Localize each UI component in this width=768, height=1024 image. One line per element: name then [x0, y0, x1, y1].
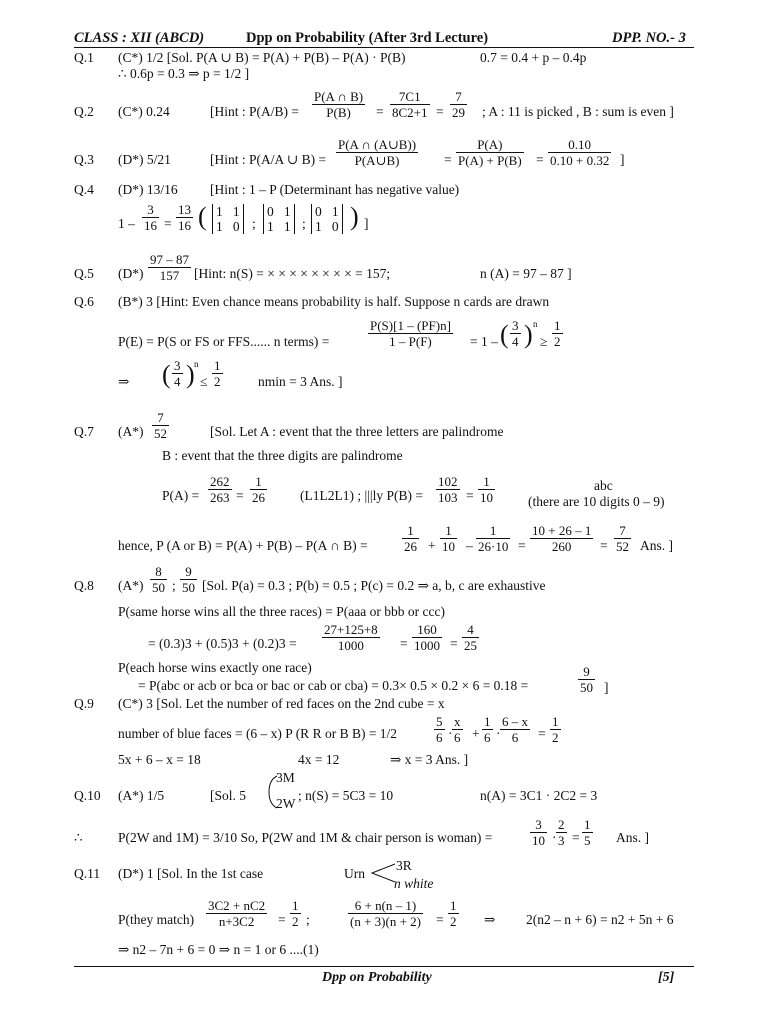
q7-frac-a1: $\frac{262}{263}$ — [210, 474, 230, 505]
q4-hint: [Hint : 1 – P (Determinant has negative value) — [210, 182, 460, 197]
q9-dot2: · — [496, 726, 501, 741]
q7-frac-b2: $\frac{1}{10}$ — [480, 474, 493, 505]
q8-frac2: $\frac{9}{50}$ — [182, 564, 195, 595]
q6-nmin: nmin = 3 Ans. ] — [258, 374, 343, 389]
q2-eq1: = — [376, 104, 384, 119]
q7-sol: [Sol. Let A : event that the three letters are palindrome — [210, 424, 504, 439]
q11-frac-c3: $\frac{6 + n(n - 1)}{(n + 3)(n + 2)}$ — [350, 898, 421, 929]
q10-eq: = — [572, 830, 580, 845]
q8-answer: (A*) — [118, 578, 144, 593]
q2-frac2: $\frac{7C1}{8C2+1}$ — [392, 89, 428, 120]
q10-3m: 3M — [276, 770, 295, 785]
q10-line2: P(2W and 1M) = 3/10 So, P(2W and 1M & chair person is woman) = — [118, 830, 493, 845]
q9-frac-a3: $\frac{1}{6}$ — [484, 714, 491, 745]
q3-frac1: $\frac{P(A \cap (A\cup B))}{P(A\cup B)}$ — [338, 137, 417, 168]
q3-eq1: = — [444, 152, 452, 167]
q5-answer: (D*) — [118, 266, 144, 281]
q2-tail: ; A : 11 is picked , B : sum is even ] — [482, 104, 674, 119]
q4-sep2: ; — [302, 216, 306, 231]
q9-frac-a5: $\frac{1}{2}$ — [552, 714, 559, 745]
q3-tail: ] — [620, 152, 625, 167]
q10-ns: ; n(S) = 5C3 = 10 — [298, 788, 394, 803]
q5-number: Q.5 — [74, 266, 94, 281]
q6-paren-close: ) — [524, 320, 533, 349]
q8-eq-g2: = — [450, 636, 458, 651]
q8-line4: P(each horse wins exactly one race) — [118, 660, 312, 675]
q4-close-paren: ) — [350, 202, 359, 231]
footer-rule — [74, 966, 694, 967]
q4-matrix-1: 1 1 1 0 — [212, 204, 244, 234]
q11-number: Q.11 — [74, 866, 101, 881]
q7-frac: $\frac{7}{52}$ — [154, 410, 167, 441]
q6-implies: ⇒ — [118, 374, 130, 389]
q1-line1: (C*) 1/2 [Sol. P(A ∪ B) = P(A) + P(B) – P(A) · P(B) — [118, 50, 406, 65]
q9-line2: number of blue faces = (6 – x) P (R R or B B) = 1/2 — [118, 726, 398, 741]
q8-frac-g3: $\frac{4}{25}$ — [464, 622, 477, 653]
class-label: CLASS : XII (ABCD) — [74, 30, 205, 46]
q8-line2: P(same horse wins all the three races) = P(aaa or bbb or ccc) — [118, 604, 445, 619]
q11-line1: (D*) 1 [Sol. In the 1st case — [118, 866, 264, 881]
header-rule — [74, 47, 694, 48]
q8-number: Q.8 — [74, 578, 94, 593]
q11-3r: 3R — [396, 858, 412, 873]
q2-hint: [Hint : P(A/B) = — [210, 104, 299, 119]
q2-frac3: $\frac{7}{29}$ — [452, 89, 465, 120]
q11-semi: ; — [306, 912, 310, 927]
q10-frac-b3: $\frac{1}{5}$ — [584, 817, 591, 848]
q2-number: Q.2 — [74, 104, 94, 119]
q4-eq: = — [164, 216, 172, 231]
q1-line1b: 0.7 = 0.4 + p – 0.4p — [480, 50, 587, 65]
q11-eq1: = — [278, 912, 286, 927]
q10-dot: · — [552, 830, 557, 845]
q4-open-paren: ( — [198, 202, 207, 231]
q5-frac: $\frac{97 - 87}{157}$ — [150, 252, 189, 283]
q8-frac-g2: $\frac{160}{1000}$ — [414, 622, 440, 653]
q9-frac-a4: $\frac{6 - x}{6}$ — [502, 714, 528, 745]
q11-pm: P(they match) — [118, 912, 195, 927]
q4-frac1: $\frac{3}{16}$ — [144, 202, 157, 233]
q7-plus: + — [428, 538, 436, 553]
q10-answer: (A*) 1/5 — [118, 788, 165, 803]
q6-frac: $\frac{P(S)[1 - (PF)n]}{1 - P(F)}$ — [370, 318, 451, 349]
q8-line5: = P(abc or acb or bca or bac or cab or cba) = 0.3× 0.5 × 0.2 × 6 = 0.18 = — [138, 678, 529, 693]
q1-number: Q.1 — [74, 50, 94, 65]
q6-paren-open: ( — [500, 320, 509, 349]
q6-ge: ≥ — [540, 334, 548, 349]
footer-title: Dpp on Probability — [322, 970, 432, 985]
q7-eq-a: = — [236, 488, 244, 503]
q6-exp-n-2: n — [194, 359, 199, 369]
q9-number: Q.9 — [74, 696, 94, 711]
q9-line1: (C*) 3 [Sol. Let the number of red faces on the 2nd cube = x — [118, 696, 445, 711]
q11-branch-lines — [370, 862, 396, 884]
q6-frac-34-2: $\frac{3}{4}$ — [174, 358, 181, 389]
q7-minus: – — [466, 538, 473, 553]
q9-line3b: 4x = 12 — [298, 752, 340, 767]
q6-frac-34: $\frac{3}{4}$ — [512, 318, 519, 349]
q4-matrix-2: 0 1 1 1 — [263, 204, 295, 234]
q6-frac-half: $\frac{1}{2}$ — [554, 318, 561, 349]
q9-line3c: ⇒ x = 3 Ans. ] — [390, 752, 469, 767]
q7-abc: abc — [594, 478, 613, 493]
q11-eq2: = — [436, 912, 444, 927]
q10-tail: Ans. ] — [616, 830, 649, 845]
q4-matrix-3: 0 1 1 0 — [311, 204, 343, 234]
q11-frac-c4: $\frac{1}{2}$ — [450, 898, 457, 929]
q11-implies: ⇒ — [484, 912, 496, 927]
q4-one-minus: 1 – — [118, 216, 135, 231]
q6-pe: P(E) = P(S or FS or FFS...... n terms) = — [118, 334, 330, 349]
q8-frac-g4: $\frac{9}{50}$ — [580, 664, 593, 695]
q10-2w: 2W — [276, 796, 296, 811]
q8-sol: [Sol. P(a) = 0.3 ; P(b) = 0.5 ; P(c) = 0.2 ⇒ a, b, c are exhaustive — [202, 578, 546, 593]
q6-number: Q.6 — [74, 294, 94, 309]
q7-pa: P(A) = — [162, 488, 200, 503]
q3-hint: [Hint : P(A/A ∪ B) = — [210, 152, 327, 167]
q8-tail: ] — [604, 680, 609, 695]
q7-number: Q.7 — [74, 424, 94, 439]
dpp-number: DPP. NO.- 3 — [612, 30, 686, 46]
q7-frac-h1: $\frac{1}{26}$ — [404, 523, 417, 554]
q8-line3: = (0.3)3 + (0.5)3 + (0.2)3 = — [148, 636, 297, 651]
q3-frac3: $\frac{0.10}{0.10 + 0.32}$ — [550, 137, 610, 168]
q11-eq-expand: 2(n2 – n + 6) = n2 + 5n + 6 — [526, 912, 674, 927]
q2-frac1: $\frac{P(A \cap B)}{P(B)}$ — [314, 89, 364, 120]
page-number: [5] — [658, 970, 675, 985]
q9-line3: 5x + 6 – x = 18 — [118, 752, 201, 767]
q8-eq-g1: = — [400, 636, 408, 651]
q11-nwhite: n white — [394, 876, 434, 891]
q7-digits: (there are 10 digits 0 – 9) — [528, 494, 665, 509]
q3-answer: (D*) 5/21 — [118, 152, 171, 167]
q9-eq: = — [538, 726, 546, 741]
q6-paren-close-2: ) — [186, 360, 195, 389]
q7-frac-b1: $\frac{102}{103}$ — [438, 474, 458, 505]
q11-frac-c1: $\frac{3C2 + nC2}{n+3C2}$ — [208, 898, 266, 929]
q11-line3: ⇒ n2 – 7n + 6 = 0 ⇒ n = 1 or 6 ....(1) — [118, 942, 319, 957]
q10-frac-b2: $\frac{2}{3}$ — [558, 817, 565, 848]
q7-eq-h: = — [518, 538, 526, 553]
q4-sep1: ; — [252, 216, 256, 231]
q9-plus: + — [472, 726, 480, 741]
q5-tail: n (A) = 97 – 87 ] — [480, 266, 572, 281]
q4-number: Q.4 — [74, 182, 94, 197]
q6-line1: (B*) 3 [Hint: Even chance means probability is half. Suppose n cards are drawn — [118, 294, 550, 309]
q10-frac-b1: $\frac{3}{10}$ — [532, 817, 545, 848]
q11-frac-c2: $\frac{1}{2}$ — [292, 898, 299, 929]
q7-ll: (L1L2L1) ; |||ly P(B) = — [300, 488, 423, 503]
q7-frac-h5: $\frac{7}{52}$ — [616, 523, 629, 554]
q7-line2: B : event that the three digits are palindrome — [162, 448, 403, 463]
q3-number: Q.3 — [74, 152, 94, 167]
q9-dot1: · — [448, 726, 453, 741]
q7-tail: Ans. ] — [640, 538, 673, 553]
page-title: Dpp on Probability (After 3rd Lecture) — [246, 30, 489, 46]
q7-frac-a2: $\frac{1}{26}$ — [252, 474, 265, 505]
q6-paren-open-2: ( — [162, 360, 171, 389]
q3-frac2: $\frac{P(A)}{P(A) + P(B)}$ — [458, 137, 522, 168]
q9-frac-a2: $\frac{x}{6}$ — [454, 714, 461, 745]
q4-tail: ] — [364, 216, 369, 231]
q10-na: n(A) = 3C1 · 2C2 = 3 — [480, 788, 598, 803]
q4-frac2: $\frac{13}{16}$ — [178, 202, 191, 233]
q6-exp-n: n — [533, 319, 538, 329]
q7-frac-h2: $\frac{1}{10}$ — [442, 523, 455, 554]
q6-eq: = 1 – — [470, 334, 498, 349]
q2-answer: (C*) 0.24 — [118, 104, 170, 119]
q5-hint: [Hint: n(S) = × × × × × × × × = 157; — [194, 266, 391, 281]
q4-answer: (D*) 13/16 — [118, 182, 178, 197]
q8-frac1: $\frac{8}{50}$ — [152, 564, 165, 595]
q9-frac-a1: $\frac{5}{6}$ — [436, 714, 443, 745]
q8-semicolon: ; — [172, 578, 176, 593]
q10-number: Q.10 — [74, 788, 101, 803]
q7-answer: (A*) — [118, 424, 144, 439]
q7-frac-h3: $\frac{1}{26\cdot 10}$ — [478, 523, 509, 554]
q3-eq2: = — [536, 152, 544, 167]
q8-frac-g1: $\frac{27+125+8}{1000}$ — [324, 622, 378, 653]
q1-line2: ∴ 0.6p = 0.3 ⇒ p = 1/2 ] — [118, 66, 250, 81]
q2-eq2: = — [436, 104, 444, 119]
q6-le: ≤ — [200, 374, 208, 389]
q7-hence: hence, P (A or B) = P(A) + P(B) – P(A ∩ B) = — [118, 538, 368, 553]
q10-sol: [Sol. 5 — [210, 788, 247, 803]
q7-frac-h4: $\frac{10 + 26 - 1}{260}$ — [532, 523, 592, 554]
q7-eq-b: = — [466, 488, 474, 503]
q6-frac-half-2: $\frac{1}{2}$ — [214, 358, 221, 389]
q11-urn: Urn — [344, 866, 365, 881]
q7-eq-h2: = — [600, 538, 608, 553]
q10-therefore: ∴ — [74, 830, 83, 845]
